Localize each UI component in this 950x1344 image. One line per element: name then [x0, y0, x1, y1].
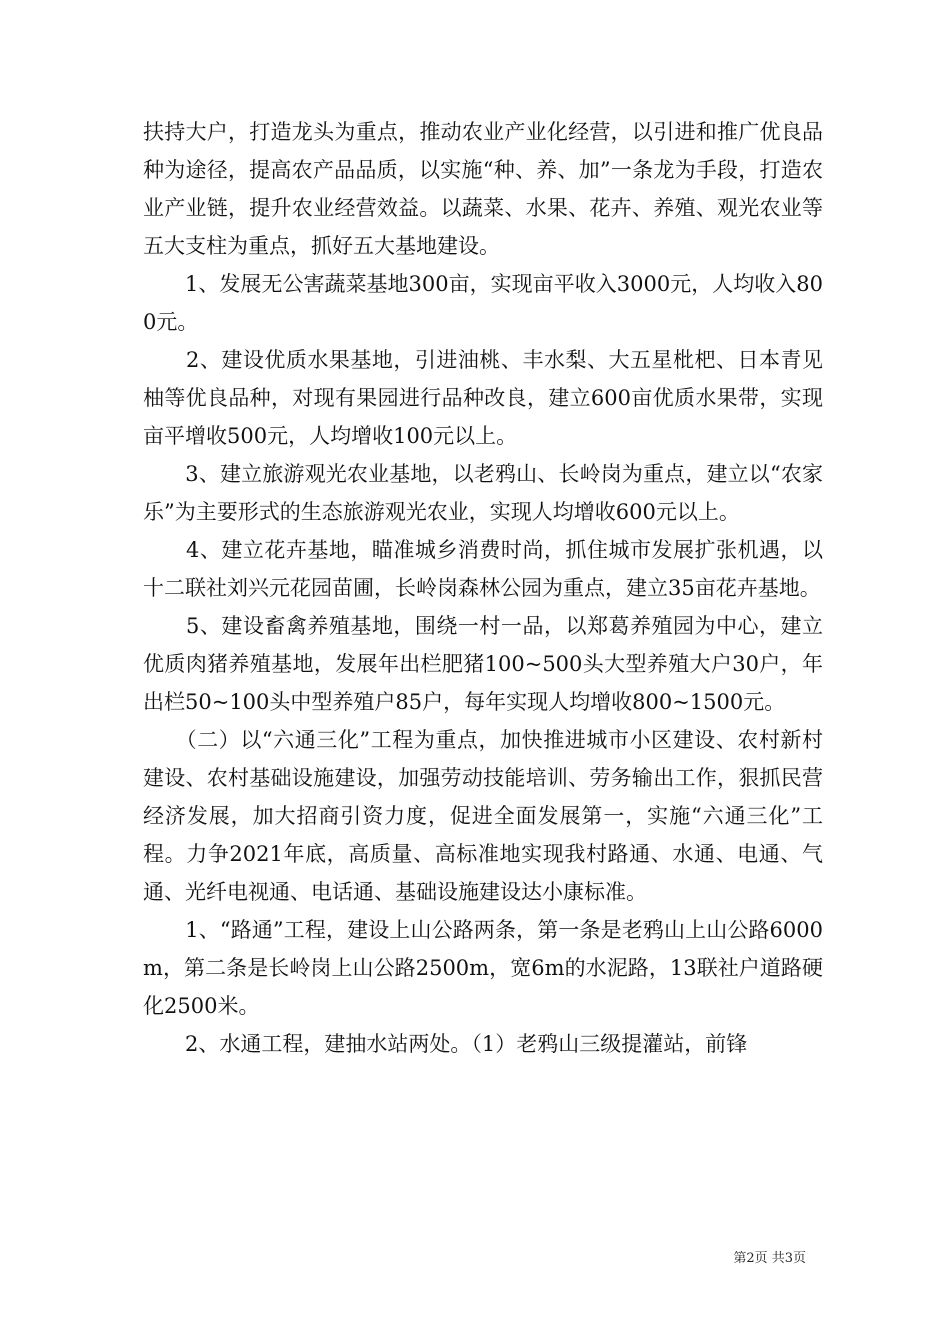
paragraph-road-project: 1、“路通”工程，建设上山公路两条，第一条是老鸦山上山公路6000m，第二条是长岭岗上山公路2500m，宽6m的水泥路，13联社户道路硬化2500米。	[143, 918, 823, 1018]
paragraph-item-2-fruit: 2、建设优质水果基地，引进油桃、丰水梨、大五星枇杷、日本青见柚等优良品种，对现有果园进行品种改良，建立600亩优质水果带，实现亩平增收500元，人均增收100元以上。	[143, 348, 823, 448]
paragraph-item-1-vegetables: 1、发展无公害蔬菜基地300亩，实现亩平收入3000元，人均收入800元。	[143, 272, 823, 334]
paragraph-section-2: （二）以“六通三化”工程为重点，加快推进城市小区建设、农村新村建设、农村基础设施建设，加强劳动技能培训、劳务输出工作，狠抓民营经济发展，加大招商引资力度，促进全面发展第一，实施“六通三化”工程。力争2021年底，高质量、高标准地实现我村路通、水通、电通、气通、光纤电视通、电话通、基础设施建设达小康标准。	[143, 728, 823, 904]
paragraph-item-5-livestock: 5、建设畜禽养殖基地，围绕一村一品，以郑葛养殖园为中心，建立优质肉猪养殖基地，发展年出栏肥猪100~500头大型养殖大户30户，年出栏50~100头中型养殖户85户，每年实现人均增收800~1500元。	[143, 614, 823, 714]
page-number: 第2页 共3页	[733, 1251, 806, 1266]
paragraph-item-3-tourism: 3、建立旅游观光农业基地，以老鸦山、长岭岗为重点，建立以“农家乐”为主要形式的生态旅游观光农业，实现人均增收600元以上。	[143, 462, 823, 524]
body-text	[143, 113, 823, 1063]
paragraph-water-project: 2、水通工程，建抽水站两处。（1）老鸦山三级提灌站，前锋	[143, 1032, 748, 1056]
paragraph-intro: 扶持大户，打造龙头为重点，推动农业产业化经营，以引进和推广优良品种为途径，提高农产品品质，以实施“种、养、加”一条龙为手段，打造农业产业链，提升农业经营效益。以蔬菜、水果、花卉、养殖、观光农业等五大支柱为重点，抓好五大基地建设。	[143, 120, 823, 258]
paragraph-item-4-flowers: 4、建立花卉基地，瞄准城乡消费时尚，抓住城市发展扩张机遇，以十二联社刘兴元花园苗圃，长岭岗森林公园为重点，建立35亩花卉基地。	[143, 538, 823, 600]
